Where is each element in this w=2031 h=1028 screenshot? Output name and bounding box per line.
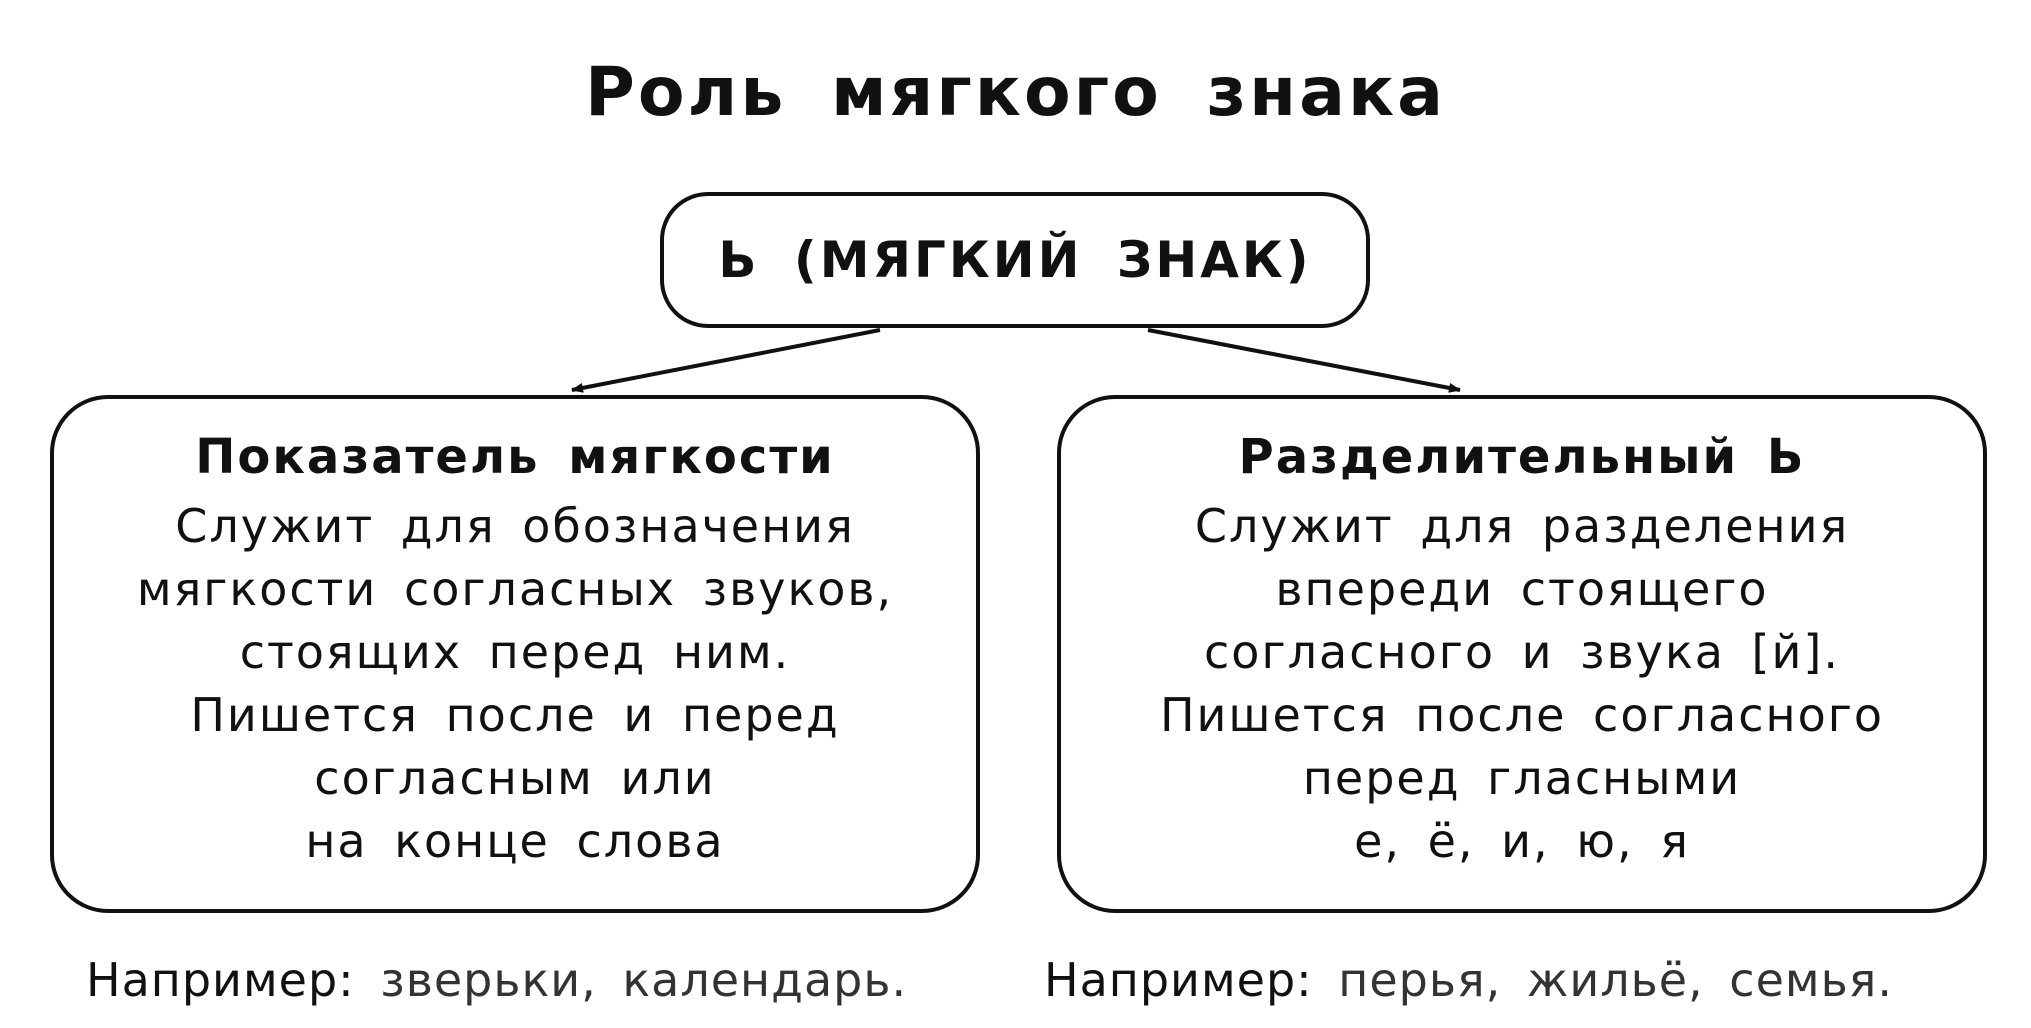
branch-text-line: Пишется после и перед — [190, 688, 840, 742]
branch-text-line: Пишется после согласного — [1159, 688, 1885, 742]
example-words: зверьки, календарь. — [380, 953, 908, 1007]
example-prefix: Например: — [86, 953, 355, 1007]
branch-text-line: согласным или — [314, 751, 716, 805]
arrow-to-separating-soft-sign — [1148, 330, 1460, 390]
example-softness-indicator — [86, 950, 907, 1010]
branch-text-line: мягкости согласных звуков, — [136, 562, 894, 616]
branch-box-softness-indicator — [50, 395, 980, 913]
branch-text-line: на конце слова — [305, 814, 725, 868]
root-node-label: Ь (МЯГКИЙ ЗНАК) — [718, 231, 1312, 289]
diagram-title: Роль мягкого знака — [584, 53, 1446, 132]
branch-text-line: Служит для обозначения — [175, 499, 855, 553]
branch-text-line: е, ё, и, ю, я — [1354, 814, 1690, 868]
branch-text-line: согласного и звука [й]. — [1204, 625, 1840, 679]
branch-text-line: стоящих перед ним. — [239, 625, 791, 679]
branch-text-line: Служит для разделения — [1194, 499, 1850, 553]
branch-heading: Разделительный Ь — [1238, 429, 1806, 485]
branch-text-line: перед гласными — [1302, 751, 1742, 805]
branch-box-separating-soft-sign — [1057, 395, 1987, 913]
example-separating-soft-sign — [1044, 950, 1893, 1010]
branch-heading: Показатель мягкости — [195, 429, 835, 485]
example-words: перья, жильё, семья. — [1338, 953, 1893, 1007]
example-prefix: Например: — [1044, 953, 1313, 1007]
arrow-to-softness-indicator — [572, 330, 880, 390]
branch-text-line: впереди стоящего — [1275, 562, 1769, 616]
